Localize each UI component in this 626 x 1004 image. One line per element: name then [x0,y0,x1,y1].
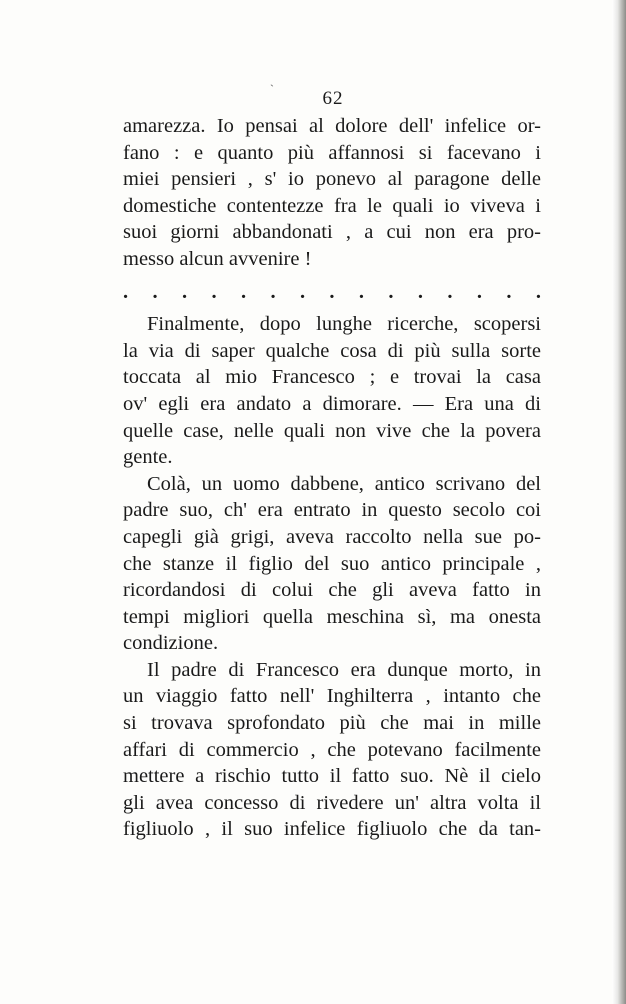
text-line: ov' egli era andato a dimorare. — Era una di [123,392,541,415]
text-line: padre suo, ch' era entrato in questo secolo coi [123,499,541,522]
text-line: condizione. [123,632,219,655]
section-separator: . . . . . . . . . . . . . . . [123,280,541,303]
text-line: affari di commercio , che potevano facilmente [123,738,541,761]
text-line: la via di saper qualche cosa di più sulla sorte [123,339,541,362]
text-line: che stanze il figlio del suo antico principale , [123,552,541,575]
text-line: Colà, un uomo dabbene, antico scrivano del [147,472,541,495]
text-line: ricordandosi di colui che gli aveva fatto in [123,579,541,602]
text-line: messo alcun avvenire ! [123,247,312,270]
text-line: domestiche contentezze fra le quali io viveva i [123,194,541,217]
text-line: quelle case, nelle quali non vive che la povera [123,419,541,442]
text-line: amarezza. Io pensai al dolore dell' infelice or- [123,115,541,137]
text-line: toccata al mio Francesco ; e trovai la casa [123,366,541,389]
text-line: tempi migliori quella meschina sì, ma onesta [123,605,541,628]
text-line: suoi giorni abbandonati , a cui non era pro- [123,221,541,244]
text-line: miei pensieri , s' io ponevo al paragone delle [123,168,541,191]
ink-speck: ` [270,82,274,96]
page-number: 62 [322,88,344,109]
text-line: gli avea concesso di rivedere un' altra volta il [123,791,541,814]
text-line: si trovava sprofondato più che mai in mille [123,712,541,735]
text-line: mettere a rischio tutto il fatto suo. Nè il cielo [123,765,541,788]
page-text [123,113,541,843]
text-line: Il padre di Francesco era dunque morto, in [147,658,541,681]
text-line: capegli già grigi, aveva raccolto nella sue po- [123,525,541,548]
text-line: figliuolo , il suo infelice figliuolo che da tan- [123,818,541,841]
page-edge-shadow [612,0,626,1004]
text-line: un viaggio fatto nell' Inghilterra , intanto che [123,685,541,708]
text-line: gente. [123,446,173,469]
text-line: fano : e quanto più affannosi si facevano i [123,141,541,164]
text-line: Finalmente, dopo lunghe ricerche, scopersi [147,313,541,336]
